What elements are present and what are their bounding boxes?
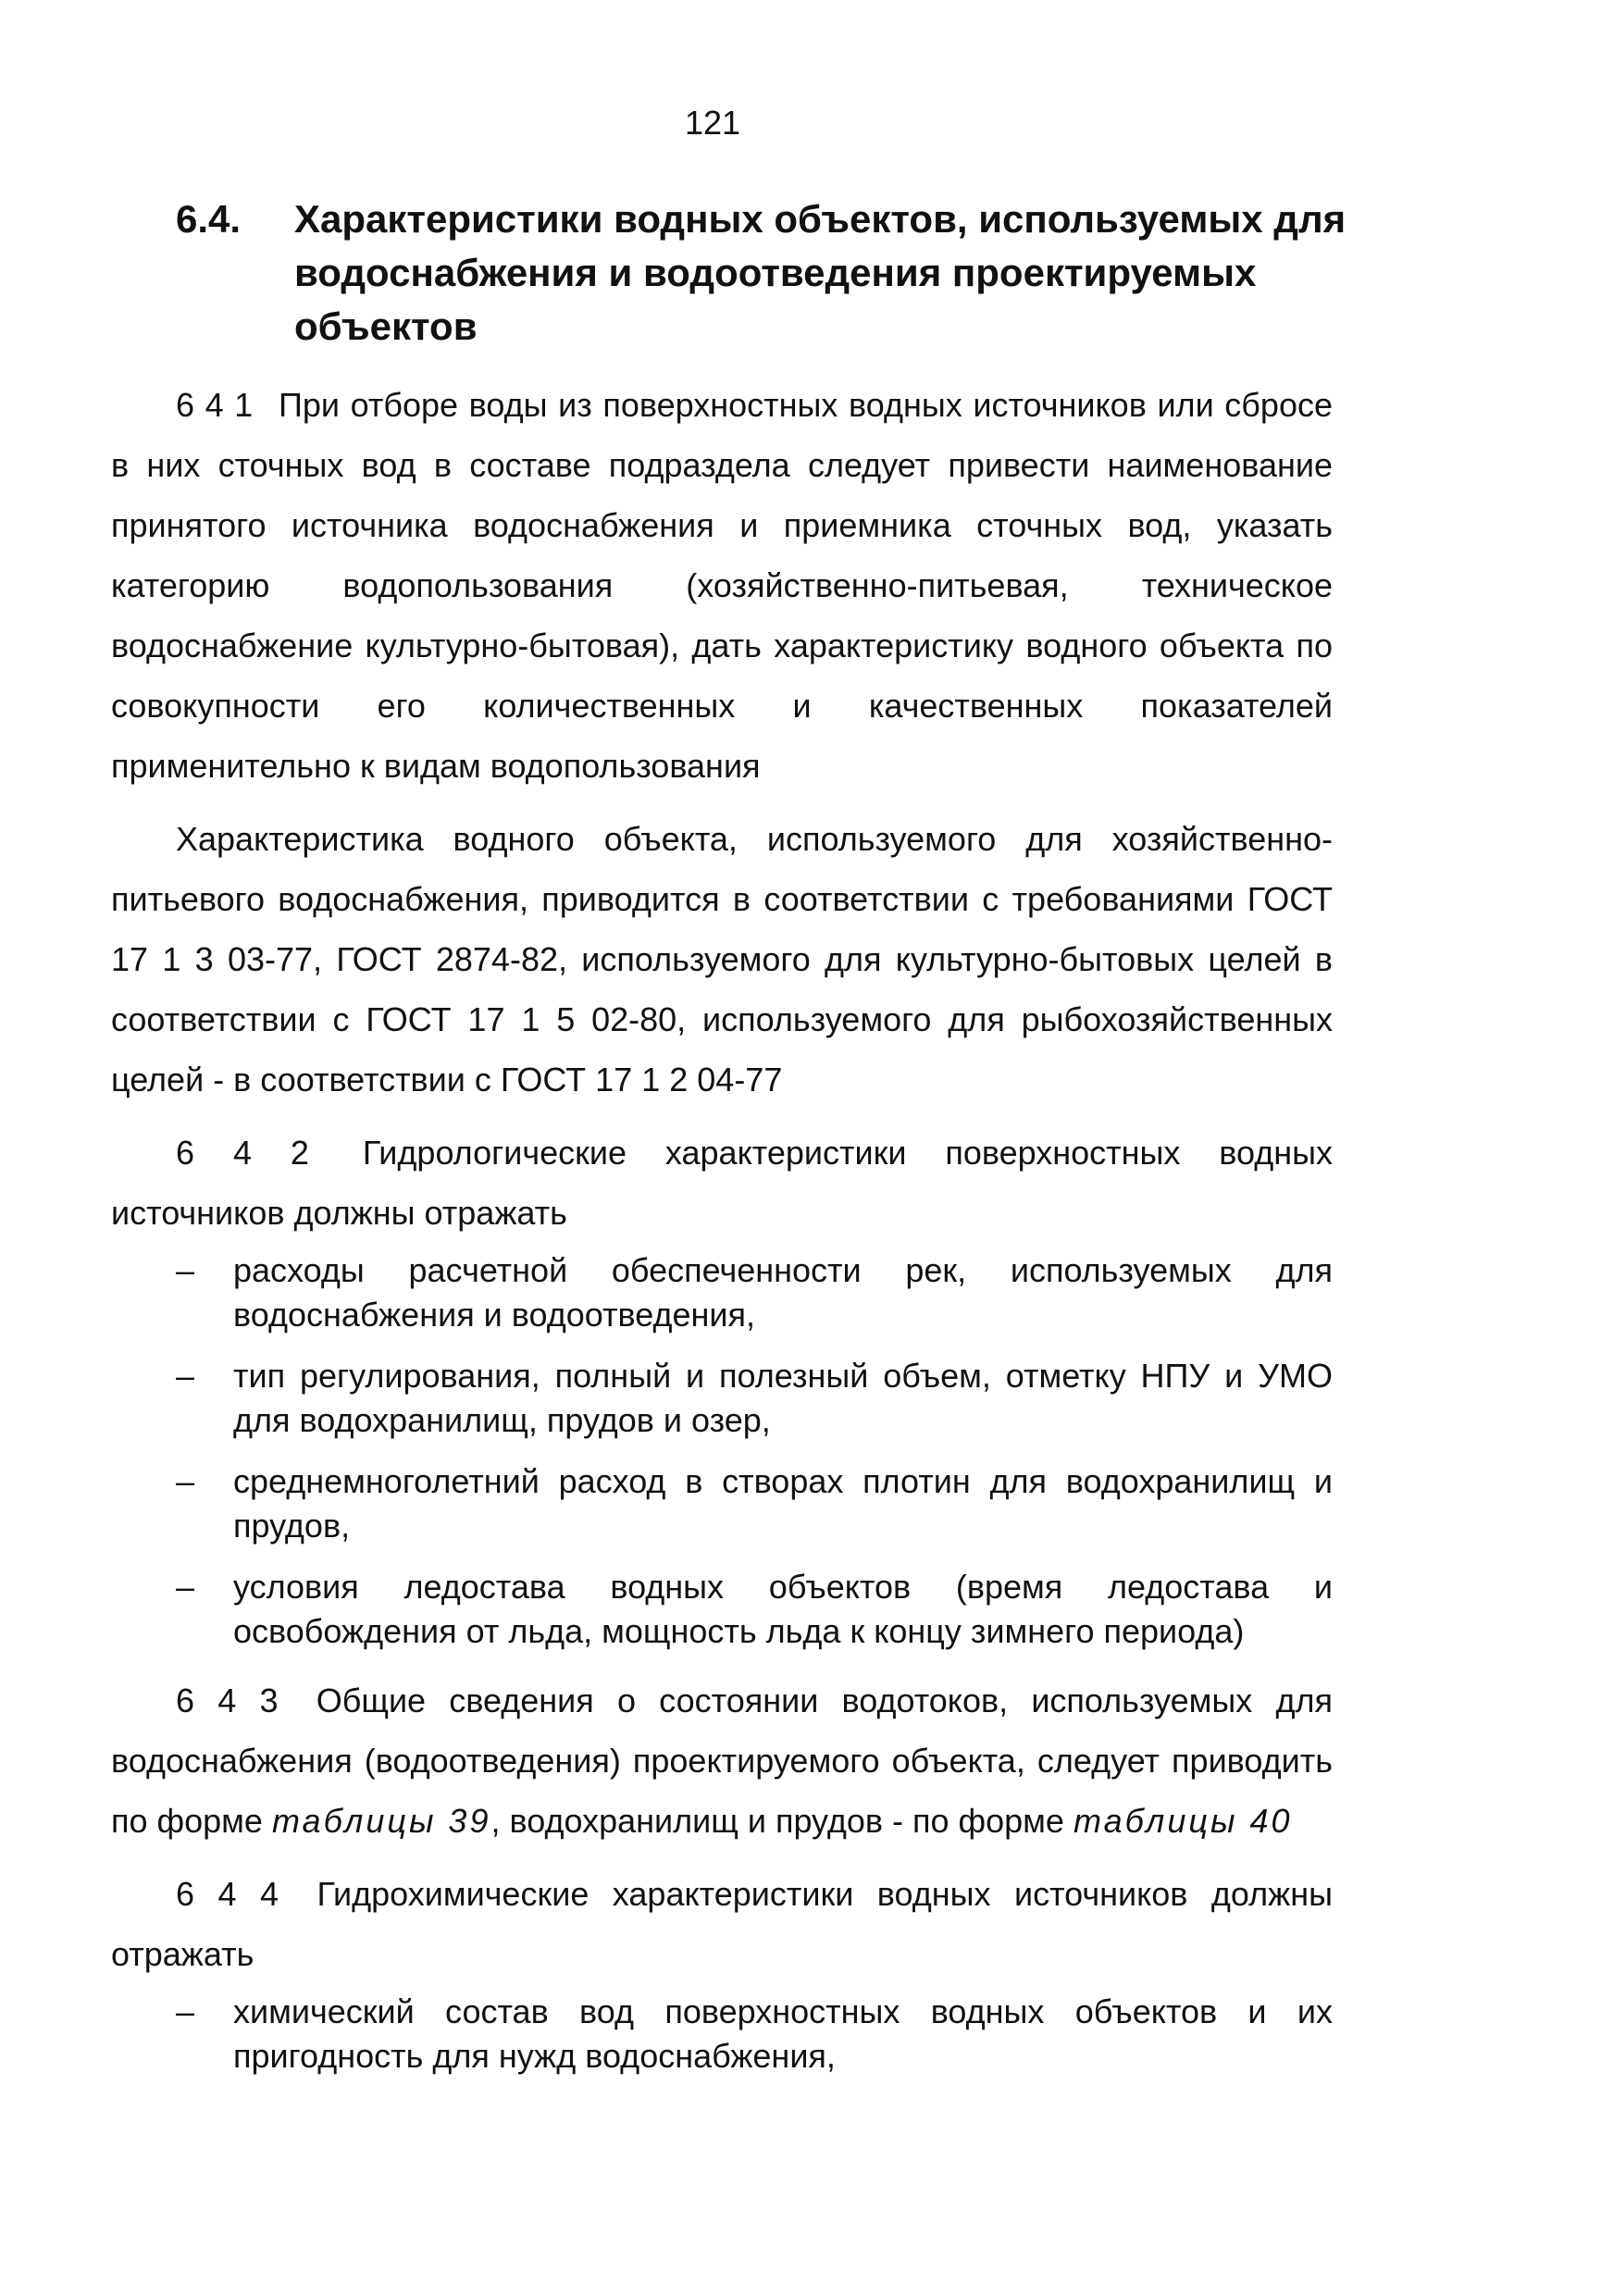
section-number: 6.4.	[176, 197, 242, 241]
clause-number: 6 4 2	[176, 1134, 309, 1172]
document-body	[111, 375, 1333, 2095]
paragraph-text: , водохранилищ и прудов - по форме	[490, 1802, 1064, 1840]
paragraph-6-4-1-continued	[111, 809, 1333, 1110]
clause-number: 6 4 1	[176, 386, 254, 424]
table-reference: таблицы 39	[271, 1802, 491, 1840]
clause-number: 6 4 3	[176, 1682, 279, 1719]
list-item: – химический состав вод поверхностных водных объектов и их пригодность для нужд водоснабжения,	[111, 1990, 1333, 2079]
list-marker: –	[176, 1251, 195, 1289]
list-item: – расходы расчетной обеспеченности рек, используемых для водоснабжения и водоотведения,	[111, 1248, 1333, 1337]
paragraph-6-4-4	[111, 1864, 1333, 1984]
paragraph-text: Гидрологические характеристики поверхностных водных источников должны отражать	[111, 1134, 1333, 1232]
paragraph-text: Гидрохимические характеристики водных источников должны отражать	[111, 1875, 1333, 1973]
paragraph-6-4-3	[111, 1670, 1333, 1851]
paragraph-text: Характеристика водного объекта, используемого для хозяйственно-питьевого водоснабжения, приводится в соответствии с требованиями ГОСТ 17 1 3 03-77, ГОСТ 2874-82, используемого для культурно-бытовых целей в соответствии с ГОСТ 17 1 5 02-80, используемого для рыбохозяйственных целей - в соответствии с ГОСТ 17 1 2 04-77	[111, 820, 1333, 1098]
list-marker: –	[176, 1357, 195, 1395]
paragraph-6-4-1	[111, 375, 1333, 796]
list-item: – условия ледостава водных объектов (время ледостава и освобождения от льда, мощность льда к концу зимнего периода)	[111, 1565, 1333, 1654]
table-reference: таблицы 40	[1073, 1802, 1293, 1840]
page-number: 121	[684, 104, 741, 142]
paragraph-text: При отборе воды из поверхностных водных источников или сбросе в них сточных вод в составе подраздела следует привести наименование принятого источника водоснабжения и приемника сточных вод, указать категорию водопользования (хозяйственно-питьевая, техническое водоснабжение культурно-бытовая), дать характеристику водного объекта по совокупности его количественных и качественных показателей применительно к видам водопользования	[111, 386, 1333, 785]
list-item: – среднемноголетний расход в створах плотин для водохранилищ и прудов,	[111, 1459, 1333, 1548]
clause-number: 6 4 4	[176, 1875, 279, 1913]
paragraph-text: Общие сведения о состоянии водотоков, используемых для водоснабжения (водоотведения) проектируемого объекта, следует приводить по форме	[111, 1682, 1333, 1840]
section-title: Характеристики водных объектов, используемых для водоснабжения и водоотведения проектируемых объектов	[294, 197, 1347, 348]
hydrology-list	[111, 1248, 1333, 1654]
list-marker: –	[176, 1462, 195, 1500]
list-marker: –	[176, 1992, 195, 2030]
list-marker: –	[176, 1568, 195, 1606]
paragraph-6-4-2	[111, 1123, 1333, 1243]
list-item: – тип регулирования, полный и полезный объем, отметку НПУ и УМО для водохранилищ, прудов и озер,	[111, 1354, 1333, 1443]
hydrochemistry-list	[111, 1990, 1333, 2079]
